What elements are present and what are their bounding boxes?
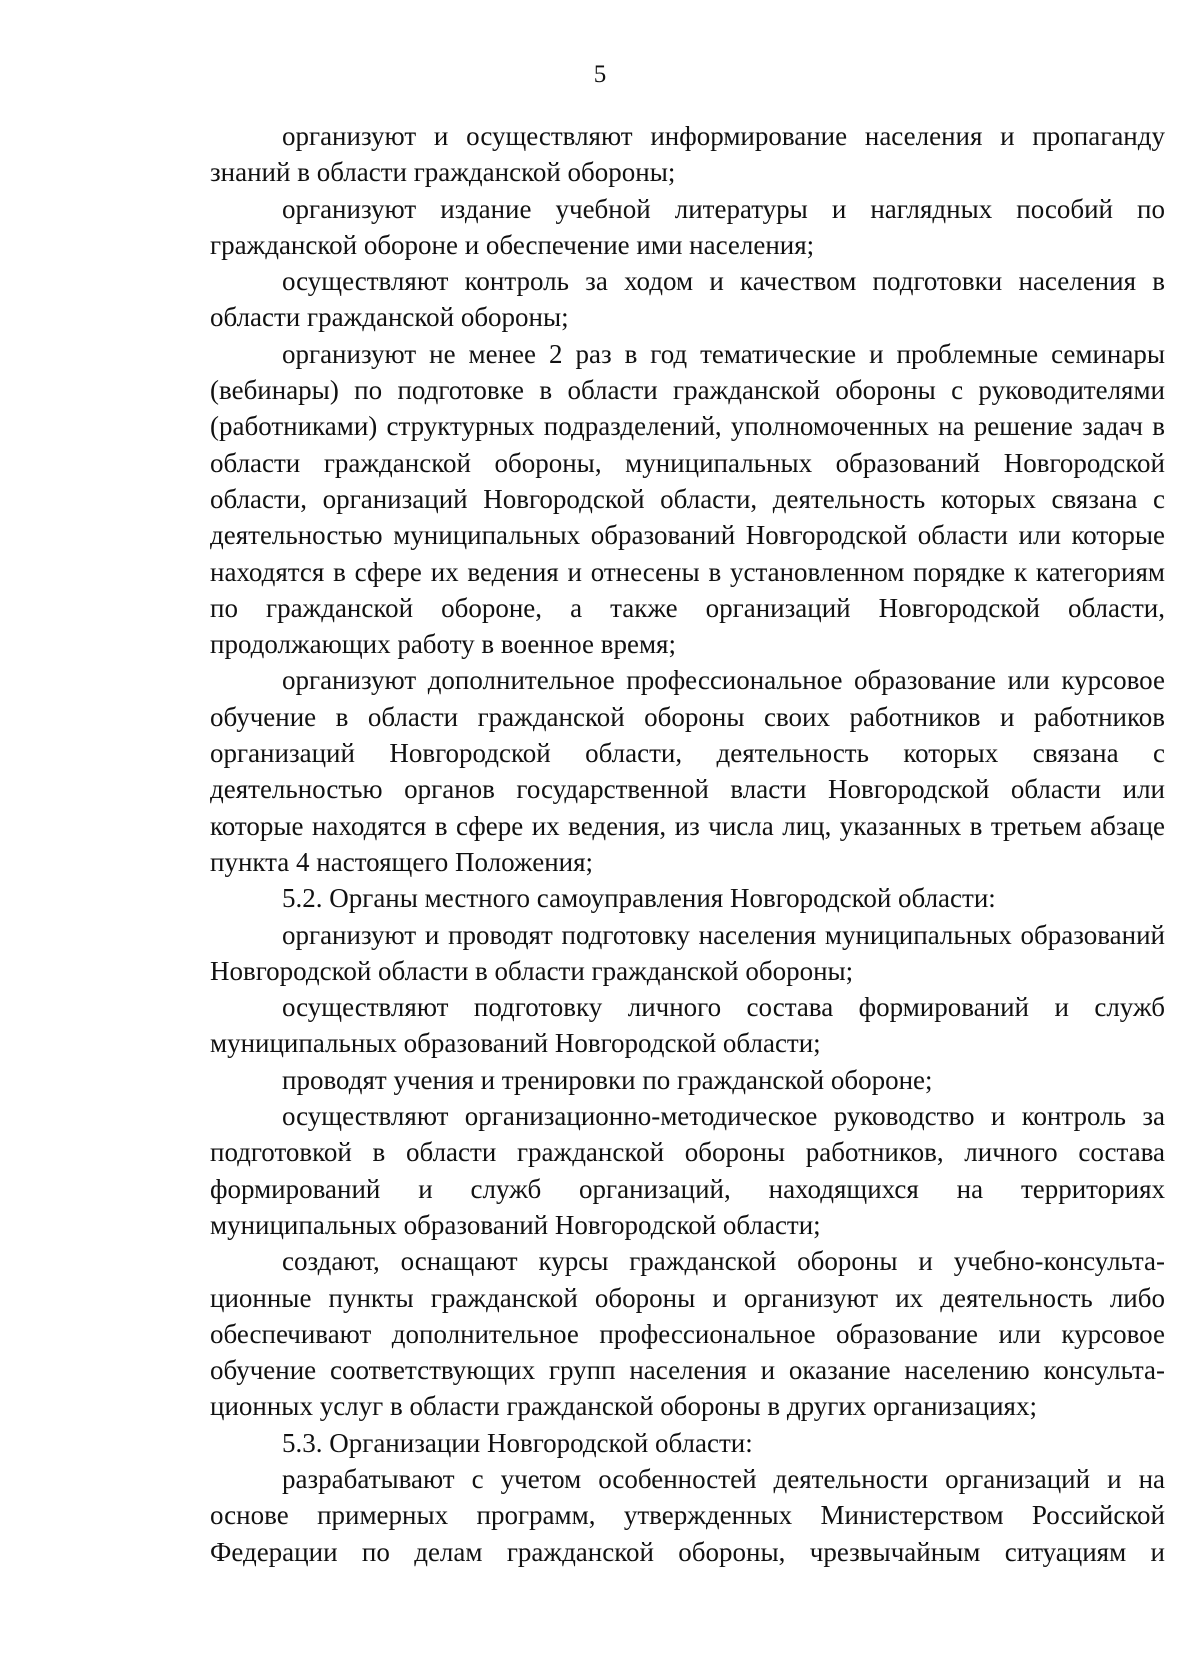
page-number: 5 <box>593 61 607 88</box>
paragraph-exercises: проводят учения и тренировки по гражданской обороне; <box>282 1064 933 1095</box>
paragraph-publishing: организуют издание учебной литературы и наглядных пособий по гражданской обороне и обеспечение ими населения; <box>210 193 1165 260</box>
paragraph-training: организуют и проводят подготовку населения муниципальных образований Новгородской области в области гражданской обороны; <box>210 919 1165 986</box>
section-heading-5-3: 5.3. Организации Новгородской области: <box>282 1427 753 1458</box>
paragraph-methodical: осуществляют организационно-методическое руководство и контроль за подготовкой в области гражданской обороны работников, личного состава формирований и служб организаций, находящихся на территориях муниципальных образований Новгородской области; <box>210 1101 1165 1240</box>
section-heading-5-2: 5.2. Органы местного самоуправления Новгородской области: <box>282 883 996 914</box>
paragraph-courses: создают, оснащают курсы гражданской обороны и учебно-консультационные пункты гражданской обороны и организуют их деятельность либо обеспечивают дополнительное профессиональное образование или курсовое обучение соответствующих групп населения и оказание населению консультационных услуг в области гражданской обороны в других организациях; <box>210 1246 1165 1422</box>
paragraph-seminars: организуют не менее 2 раз в год тематические и проблемные семинары (вебинары) по подготовке в области гражданской обороны с руководителями (работниками) структурных подразделений, уполномоченных на решение задач в области гражданской обороны, муниципальных образований Новгородской области, организаций Новгородской области, деятельность которых связана с деятельностью муниципальных образований Новгородской области или которые находятся в сфере их ведения и отнесены в установленном порядке к категориям по гражданской обороне, а также организаций Новгородской области, продолжающих работу в военное время; <box>210 338 1165 660</box>
paragraph-informing: организуют и осуществляют информирование населения и пропаганду знаний в области гражданской обороны; <box>210 121 1165 188</box>
paragraph-education: организуют дополнительное профессиональное образование или курсовое обучение в области гражданской обороны своих работников и работников организаций Новгородской области, деятельность которых связана с деятельностью органов государственной власти Новгородской области или которые находятся в сфере их ведения, из числа лиц, указанных в третьем абзаце пункта 4 настоящего Положения; <box>210 665 1165 877</box>
paragraph-personnel: осуществляют подготовку личного состава формирований и служб муниципальных образований Новгородской области; <box>210 992 1165 1059</box>
document-body <box>210 118 1165 1570</box>
paragraph-programs: разрабатывают с учетом особенностей деятельности организаций и на основе примерных программ, утвержденных Министерством Российской Федерации по делам гражданской обороны, чрезвычайным ситуациям и <box>210 1463 1165 1567</box>
paragraph-control: осуществляют контроль за ходом и качеством подготовки населения в области гражданской обороны; <box>210 266 1165 333</box>
